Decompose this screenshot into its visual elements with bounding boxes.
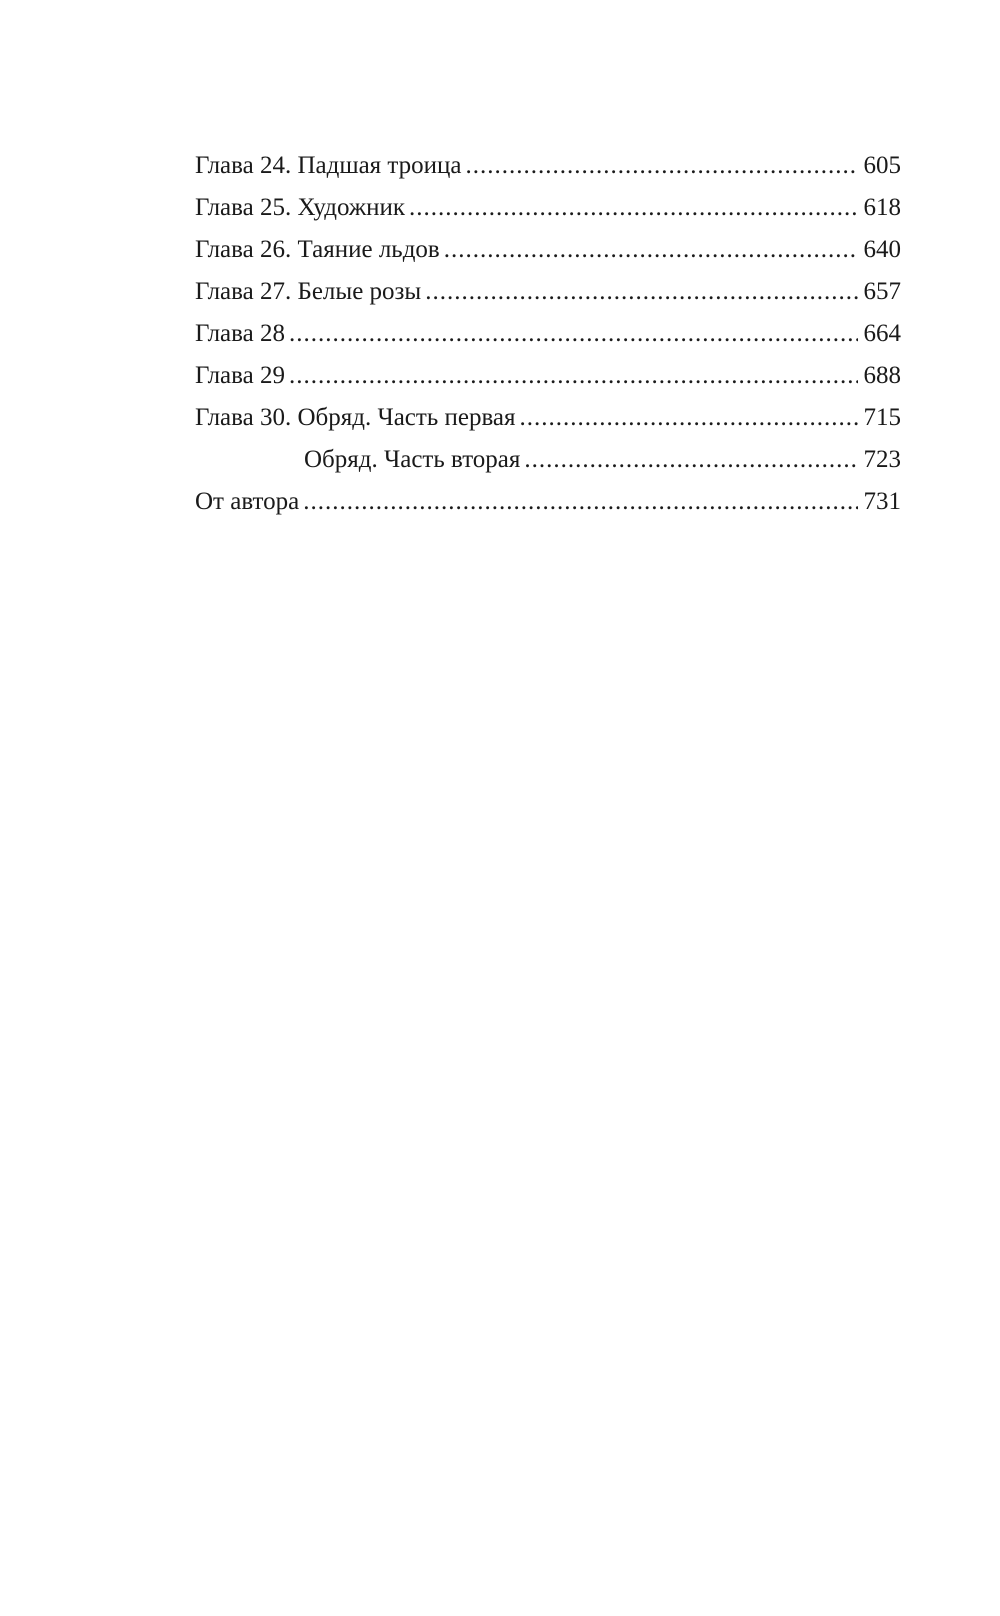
toc-entry-chapter-26[interactable] [195,229,901,271]
toc-entry-title: Глава 30. Обряд. Часть первая [195,404,516,431]
toc-entry-page: 640 [863,236,901,263]
toc-entry-title: Обряд. Часть вторая [304,446,521,473]
toc-entry-page: 664 [863,320,901,347]
toc-dot-leader [444,229,858,271]
toc-entry-page: 731 [863,488,901,515]
toc-entry-chapter-30-part-2[interactable] [195,439,901,481]
toc-entry-chapter-28[interactable] [195,313,901,355]
toc-dot-leader [520,397,858,439]
toc-entry-chapter-25[interactable] [195,187,901,229]
toc-dot-leader [524,439,857,481]
toc-dot-leader [466,145,858,187]
toc-entry-title: Глава 25. Художник [195,194,406,221]
toc-dot-leader [303,481,857,523]
toc-entry-title: Глава 26. Таяние льдов [195,236,440,263]
toc-entry-page: 618 [863,194,901,221]
toc-entry-title: От автора [195,488,300,515]
toc-dot-leader [409,187,857,229]
toc-entry-afterword[interactable] [195,481,901,523]
toc-entry-page: 657 [863,278,901,305]
toc-entry-chapter-24[interactable] [195,145,901,187]
toc-dot-leader [289,313,858,355]
toc-entry-title: Глава 28 [195,320,285,347]
toc-entry-page: 715 [863,404,901,431]
toc-entry-chapter-30-part-1[interactable] [195,397,901,439]
toc-entry-title: Глава 29 [195,362,285,389]
toc-entry-page: 723 [863,446,901,473]
toc-dot-leader [289,355,858,397]
table-of-contents [195,145,901,523]
toc-entry-chapter-27[interactable] [195,271,901,313]
toc-entry-page: 605 [863,152,901,179]
toc-entry-page: 688 [863,362,901,389]
toc-entry-chapter-29[interactable] [195,355,901,397]
toc-dot-leader [425,271,857,313]
toc-entry-title: Глава 24. Падшая троица [195,152,462,179]
toc-entry-title: Глава 27. Белые розы [195,278,422,305]
